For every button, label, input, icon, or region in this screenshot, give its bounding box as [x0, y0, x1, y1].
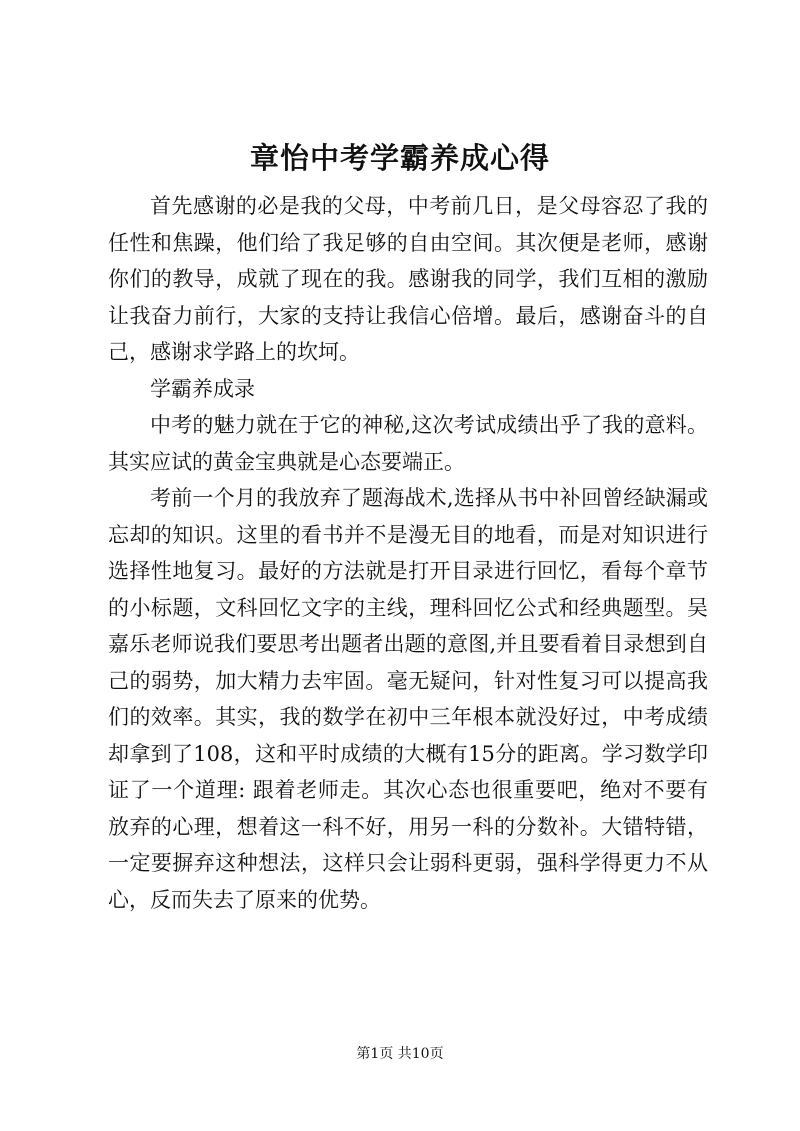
document-title: 章怡中考学霸养成心得 [249, 141, 550, 175]
page-indicator: 第1页 共10页 [356, 1046, 444, 1062]
paragraph-review-method: 考前一个月的我放弃了题海战术,选择从书中补回曾经缺漏或忘却的知识。这里的看书并不是漫无目的地看，而是对知识进行选择性地复习。最好的方法就是打开目录进行回忆，看每个章节的小标题，文科回忆文字的主线，理科回忆公式和经典题型。吴嘉乐老师说我们要思考出题者出题的意图,并且要看着目录想到自己的弱势，加大精力去牢固。毫无疑问，针对性复习可以提高我们的效率。其实，我的数学在初中三年根本就没好过，中考成绩却拿到了108，这和平时成绩的大概有15分的距离。学习数学印证了一个道理: 跟着老师走。其次心态也很重要吧，绝对不要有放弃的心理，想着这一科不好，用另一科的分数补。大错特错，一定要摒弃这种想法，这样只会让弱科更弱，强科学得更力不从心，反而失去了原来的优势。 [108, 486, 708, 912]
paragraph-exam-charm: 中考的魅力就在于它的神秘,这次考试成绩出乎了我的意料。其实应试的黄金宝典就是心态要端正。 [108, 413, 708, 474]
section-heading: 学霸养成录 [150, 376, 255, 401]
document-body [108, 188, 708, 918]
paragraph-gratitude: 首先感谢的必是我的父母，中考前几日，是父母容忍了我的任性和焦躁，他们给了我足够的自由空间。其次便是老师，感谢你们的教导，成就了现在的我。感谢我的同学，我们互相的激励让我奋力前行，大家的支持让我信心倍增。最后，感谢奋斗的自己，感谢求学路上的坎坷。 [108, 194, 708, 364]
